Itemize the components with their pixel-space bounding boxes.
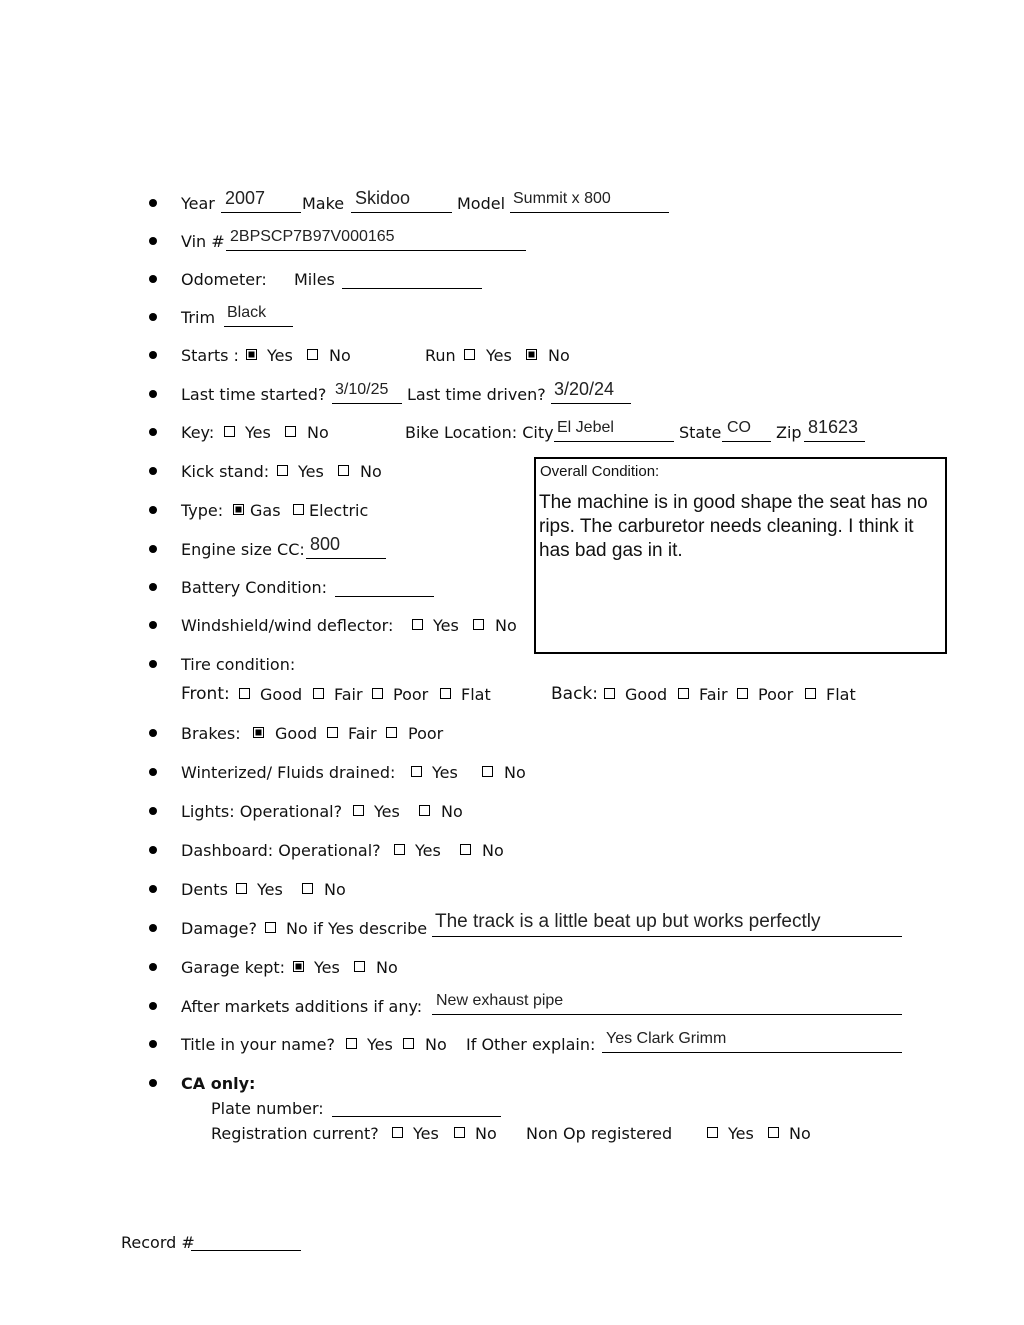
- plate-label: Plate number:: [211, 1099, 324, 1118]
- dashboard-label: Dashboard: Operational?: [181, 841, 381, 860]
- damage-describe-label: No if Yes describe: [286, 919, 428, 938]
- starts-yes-label: Yes: [267, 346, 293, 365]
- row-tire-front-back: [0, 683, 1024, 707]
- row-key-location: [0, 417, 1024, 445]
- type-label: Type:: [181, 501, 224, 520]
- windshield-yes-label: Yes: [433, 616, 459, 635]
- back-poor-checkbox[interactable]: [737, 688, 748, 699]
- winterized-no-label: No: [504, 763, 526, 782]
- key-no-checkbox[interactable]: [285, 426, 296, 437]
- row-damage: [0, 911, 1024, 941]
- title-yes-label: Yes: [367, 1035, 393, 1054]
- back-fair-checkbox[interactable]: [678, 688, 689, 699]
- front-good-checkbox[interactable]: [239, 688, 250, 699]
- row-lights: [0, 800, 1024, 824]
- title-no-label: No: [425, 1035, 447, 1054]
- back-flat-label: Flat: [826, 685, 856, 704]
- bullet: [149, 1040, 157, 1048]
- last-driven-label: Last time driven?: [407, 385, 546, 404]
- plate-field[interactable]: [332, 1116, 501, 1117]
- row-plate: [0, 1097, 1024, 1121]
- miles-label: Miles: [294, 270, 335, 289]
- front-good-label: Good: [260, 685, 303, 704]
- bullet: [149, 963, 157, 971]
- winterized-yes-checkbox[interactable]: [411, 766, 422, 777]
- make-label: Make: [302, 194, 345, 213]
- zip-underline: [804, 441, 865, 442]
- row-dents: [0, 878, 1024, 902]
- bullet: [149, 660, 157, 668]
- dents-yes-checkbox[interactable]: [236, 883, 247, 894]
- non-op-no-checkbox[interactable]: [768, 1127, 779, 1138]
- starts-no-label: No: [329, 346, 351, 365]
- overall-condition-box[interactable]: [534, 457, 947, 654]
- kick-yes-label: Yes: [298, 462, 324, 481]
- damage-underline: [432, 936, 902, 937]
- last-started-label: Last time started?: [181, 385, 327, 404]
- brakes-label: Brakes:: [181, 724, 241, 743]
- front-fair-checkbox[interactable]: [313, 688, 324, 699]
- winterized-label: Winterized/ Fluids drained:: [181, 763, 396, 782]
- row-type: [0, 499, 520, 523]
- year-field[interactable]: 2007: [225, 188, 266, 208]
- row-record: [0, 1231, 1024, 1255]
- engine-size-label: Engine size CC:: [181, 540, 305, 559]
- row-engine-size: [0, 534, 520, 562]
- trim-label: Trim: [181, 308, 216, 327]
- kick-no-checkbox[interactable]: [338, 465, 349, 476]
- city-field[interactable]: El Jebel: [557, 419, 614, 436]
- lights-yes-checkbox[interactable]: [353, 805, 364, 816]
- other-explain-label: If Other explain:: [466, 1035, 596, 1054]
- ca-only-label: CA only:: [181, 1074, 256, 1093]
- dashboard-yes-label: Yes: [415, 841, 441, 860]
- front-label: Front:: [181, 684, 230, 704]
- run-yes-checkbox[interactable]: [464, 349, 475, 360]
- aftermarket-field[interactable]: New exhaust pipe: [436, 992, 564, 1009]
- run-no-label: No: [548, 346, 570, 365]
- other-explain-underline: [602, 1052, 902, 1053]
- city-underline: [554, 441, 674, 442]
- windshield-no-checkbox[interactable]: [473, 619, 484, 630]
- dents-no-checkbox[interactable]: [302, 883, 313, 894]
- lights-yes-label: Yes: [374, 802, 400, 821]
- row-registration: [0, 1122, 1024, 1146]
- bullet: [149, 351, 157, 359]
- row-brakes: [0, 722, 1024, 746]
- type-gas-checkbox[interactable]: [233, 504, 244, 515]
- bullet: [149, 768, 157, 776]
- starts-yes-checkbox[interactable]: [246, 349, 257, 360]
- record-label: Record #: [121, 1233, 195, 1252]
- bullet: [149, 885, 157, 893]
- year-label: Year: [181, 194, 215, 213]
- non-op-yes-checkbox[interactable]: [707, 1127, 718, 1138]
- overall-condition-label: Overall Condition:: [540, 463, 660, 480]
- garage-no-label: No: [376, 958, 398, 977]
- starts-label: Starts :: [181, 346, 239, 365]
- model-label: Model: [457, 194, 506, 213]
- row-odometer: [0, 268, 1024, 292]
- run-label: Run: [425, 346, 456, 365]
- row-battery: [0, 576, 520, 600]
- vin-field[interactable]: 2BPSCP7B97V000165: [230, 228, 395, 245]
- bullet: [149, 729, 157, 737]
- bullet: [149, 807, 157, 815]
- engine-size-underline: [306, 558, 386, 559]
- bullet: [149, 275, 157, 283]
- dashboard-no-checkbox[interactable]: [460, 844, 471, 855]
- windshield-label: Windshield/wind deflector:: [181, 616, 394, 635]
- last-started-underline: [332, 403, 402, 404]
- last-started-field[interactable]: 3/10/25: [335, 381, 389, 398]
- winterized-yes-label: Yes: [432, 763, 458, 782]
- non-op-yes-label: Yes: [728, 1124, 754, 1143]
- front-flat-label: Flat: [461, 685, 491, 704]
- row-kick-stand: [0, 460, 520, 484]
- registration-label: Registration current?: [211, 1124, 379, 1143]
- bullet: [149, 506, 157, 514]
- row-last-times: [0, 379, 1024, 407]
- bullet: [149, 390, 157, 398]
- row-trim: [0, 306, 1024, 330]
- vin-label: Vin #: [181, 232, 225, 251]
- garage-yes-checkbox[interactable]: [293, 961, 304, 972]
- title-label: Title in your name?: [181, 1035, 335, 1054]
- kick-yes-checkbox[interactable]: [277, 465, 288, 476]
- front-poor-checkbox[interactable]: [372, 688, 383, 699]
- bullet: [149, 846, 157, 854]
- key-no-label: No: [307, 423, 329, 442]
- brakes-fair-checkbox[interactable]: [327, 727, 338, 738]
- back-good-label: Good: [625, 685, 668, 704]
- zip-label: Zip: [776, 423, 802, 442]
- non-op-no-label: No: [789, 1124, 811, 1143]
- winterized-no-checkbox[interactable]: [482, 766, 493, 777]
- miles-field[interactable]: [342, 288, 482, 289]
- vin-underline: [226, 250, 526, 251]
- back-fair-label: Fair: [699, 685, 728, 704]
- row-title: [0, 1030, 1024, 1057]
- front-poor-label: Poor: [393, 685, 429, 704]
- registration-yes-checkbox[interactable]: [392, 1127, 403, 1138]
- row-ca-only: [0, 1072, 1024, 1096]
- last-driven-underline: [551, 403, 631, 404]
- damage-field[interactable]: The track is a little beat up but works perfectly: [435, 911, 821, 932]
- zip-field[interactable]: 81623: [808, 417, 859, 437]
- bullet: [149, 621, 157, 629]
- model-field[interactable]: Summit x 800: [513, 190, 611, 207]
- front-fair-label: Fair: [334, 685, 363, 704]
- lights-no-label: No: [441, 802, 463, 821]
- kick-stand-label: Kick stand:: [181, 462, 270, 481]
- registration-no-checkbox[interactable]: [454, 1127, 465, 1138]
- bullet: [149, 1079, 157, 1087]
- battery-field[interactable]: [335, 596, 434, 597]
- type-electric-label: Electric: [309, 501, 369, 520]
- title-yes-checkbox[interactable]: [346, 1038, 357, 1049]
- trim-field[interactable]: Black: [227, 304, 267, 321]
- run-yes-label: Yes: [486, 346, 512, 365]
- kick-no-label: No: [360, 462, 382, 481]
- bullet: [149, 467, 157, 475]
- windshield-yes-checkbox[interactable]: [412, 619, 423, 630]
- key-yes-checkbox[interactable]: [224, 426, 235, 437]
- type-gas-label: Gas: [250, 501, 281, 520]
- registration-no-label: No: [475, 1124, 497, 1143]
- row-starts-run: [0, 344, 1024, 368]
- title-no-checkbox[interactable]: [403, 1038, 414, 1049]
- lights-label: Lights: Operational?: [181, 802, 343, 821]
- year-underline: [221, 212, 301, 213]
- make-underline: [351, 212, 452, 213]
- lights-no-checkbox[interactable]: [419, 805, 430, 816]
- brakes-poor-checkbox[interactable]: [386, 727, 397, 738]
- key-yes-label: Yes: [245, 423, 271, 442]
- bullet: [149, 428, 157, 436]
- location-label: Bike Location: City: [405, 423, 554, 442]
- trim-underline: [224, 326, 293, 327]
- dents-label: Dents: [181, 880, 228, 899]
- state-label: State: [679, 423, 722, 442]
- back-good-checkbox[interactable]: [604, 688, 615, 699]
- last-driven-field[interactable]: 3/20/24: [554, 379, 615, 399]
- dashboard-no-label: No: [482, 841, 504, 860]
- back-flat-checkbox[interactable]: [805, 688, 816, 699]
- windshield-no-label: No: [495, 616, 517, 635]
- bullet: [149, 237, 157, 245]
- row-windshield: [0, 614, 530, 638]
- dents-no-label: No: [324, 880, 346, 899]
- bullet: [149, 583, 157, 591]
- dents-yes-label: Yes: [257, 880, 283, 899]
- damage-label: Damage?: [181, 919, 258, 938]
- row-year-make-model: [0, 188, 1024, 216]
- non-op-label: Non Op registered: [526, 1124, 673, 1143]
- engine-size-field[interactable]: 800: [310, 534, 341, 554]
- damage-no-checkbox[interactable]: [265, 922, 276, 933]
- brakes-good-label: Good: [275, 724, 318, 743]
- bullet: [149, 313, 157, 321]
- registration-yes-label: Yes: [413, 1124, 439, 1143]
- garage-label: Garage kept:: [181, 958, 286, 977]
- front-flat-checkbox[interactable]: [440, 688, 451, 699]
- garage-no-checkbox[interactable]: [354, 961, 365, 972]
- brakes-poor-label: Poor: [408, 724, 444, 743]
- other-explain-field[interactable]: Yes Clark Grimm: [606, 1030, 727, 1047]
- starts-no-checkbox[interactable]: [307, 349, 318, 360]
- aftermarket-underline: [432, 1014, 902, 1015]
- key-label: Key:: [181, 423, 215, 442]
- record-field[interactable]: [191, 1250, 301, 1251]
- run-no-checkbox[interactable]: [526, 349, 537, 360]
- brakes-good-checkbox[interactable]: [253, 727, 264, 738]
- row-winterized: [0, 761, 1024, 785]
- row-tire-condition: [0, 653, 530, 677]
- bullet: [149, 545, 157, 553]
- state-underline: [722, 441, 771, 442]
- overall-condition-text: The machine is in good shape the seat has no rips. The carburetor needs cleaning. I think it has bad gas in it.: [539, 492, 928, 561]
- type-electric-checkbox[interactable]: [293, 504, 304, 515]
- make-field[interactable]: Skidoo: [355, 188, 411, 208]
- garage-yes-label: Yes: [314, 958, 340, 977]
- row-dashboard: [0, 839, 1024, 863]
- row-aftermarket: [0, 992, 1024, 1019]
- aftermarket-label: After markets additions if any:: [181, 997, 423, 1016]
- back-label: Back:: [551, 684, 598, 704]
- tire-condition-label: Tire condition:: [181, 655, 296, 674]
- model-underline: [510, 212, 669, 213]
- back-poor-label: Poor: [758, 685, 794, 704]
- bullet: [149, 1002, 157, 1010]
- row-garage: [0, 956, 1024, 980]
- dashboard-yes-checkbox[interactable]: [394, 844, 405, 855]
- state-field[interactable]: CO: [727, 419, 751, 436]
- row-vin: [0, 230, 1024, 254]
- odometer-label: Odometer:: [181, 270, 267, 289]
- brakes-fair-label: Fair: [348, 724, 377, 743]
- battery-label: Battery Condition:: [181, 578, 328, 597]
- bullet: [149, 924, 157, 932]
- bullet: [149, 199, 157, 207]
